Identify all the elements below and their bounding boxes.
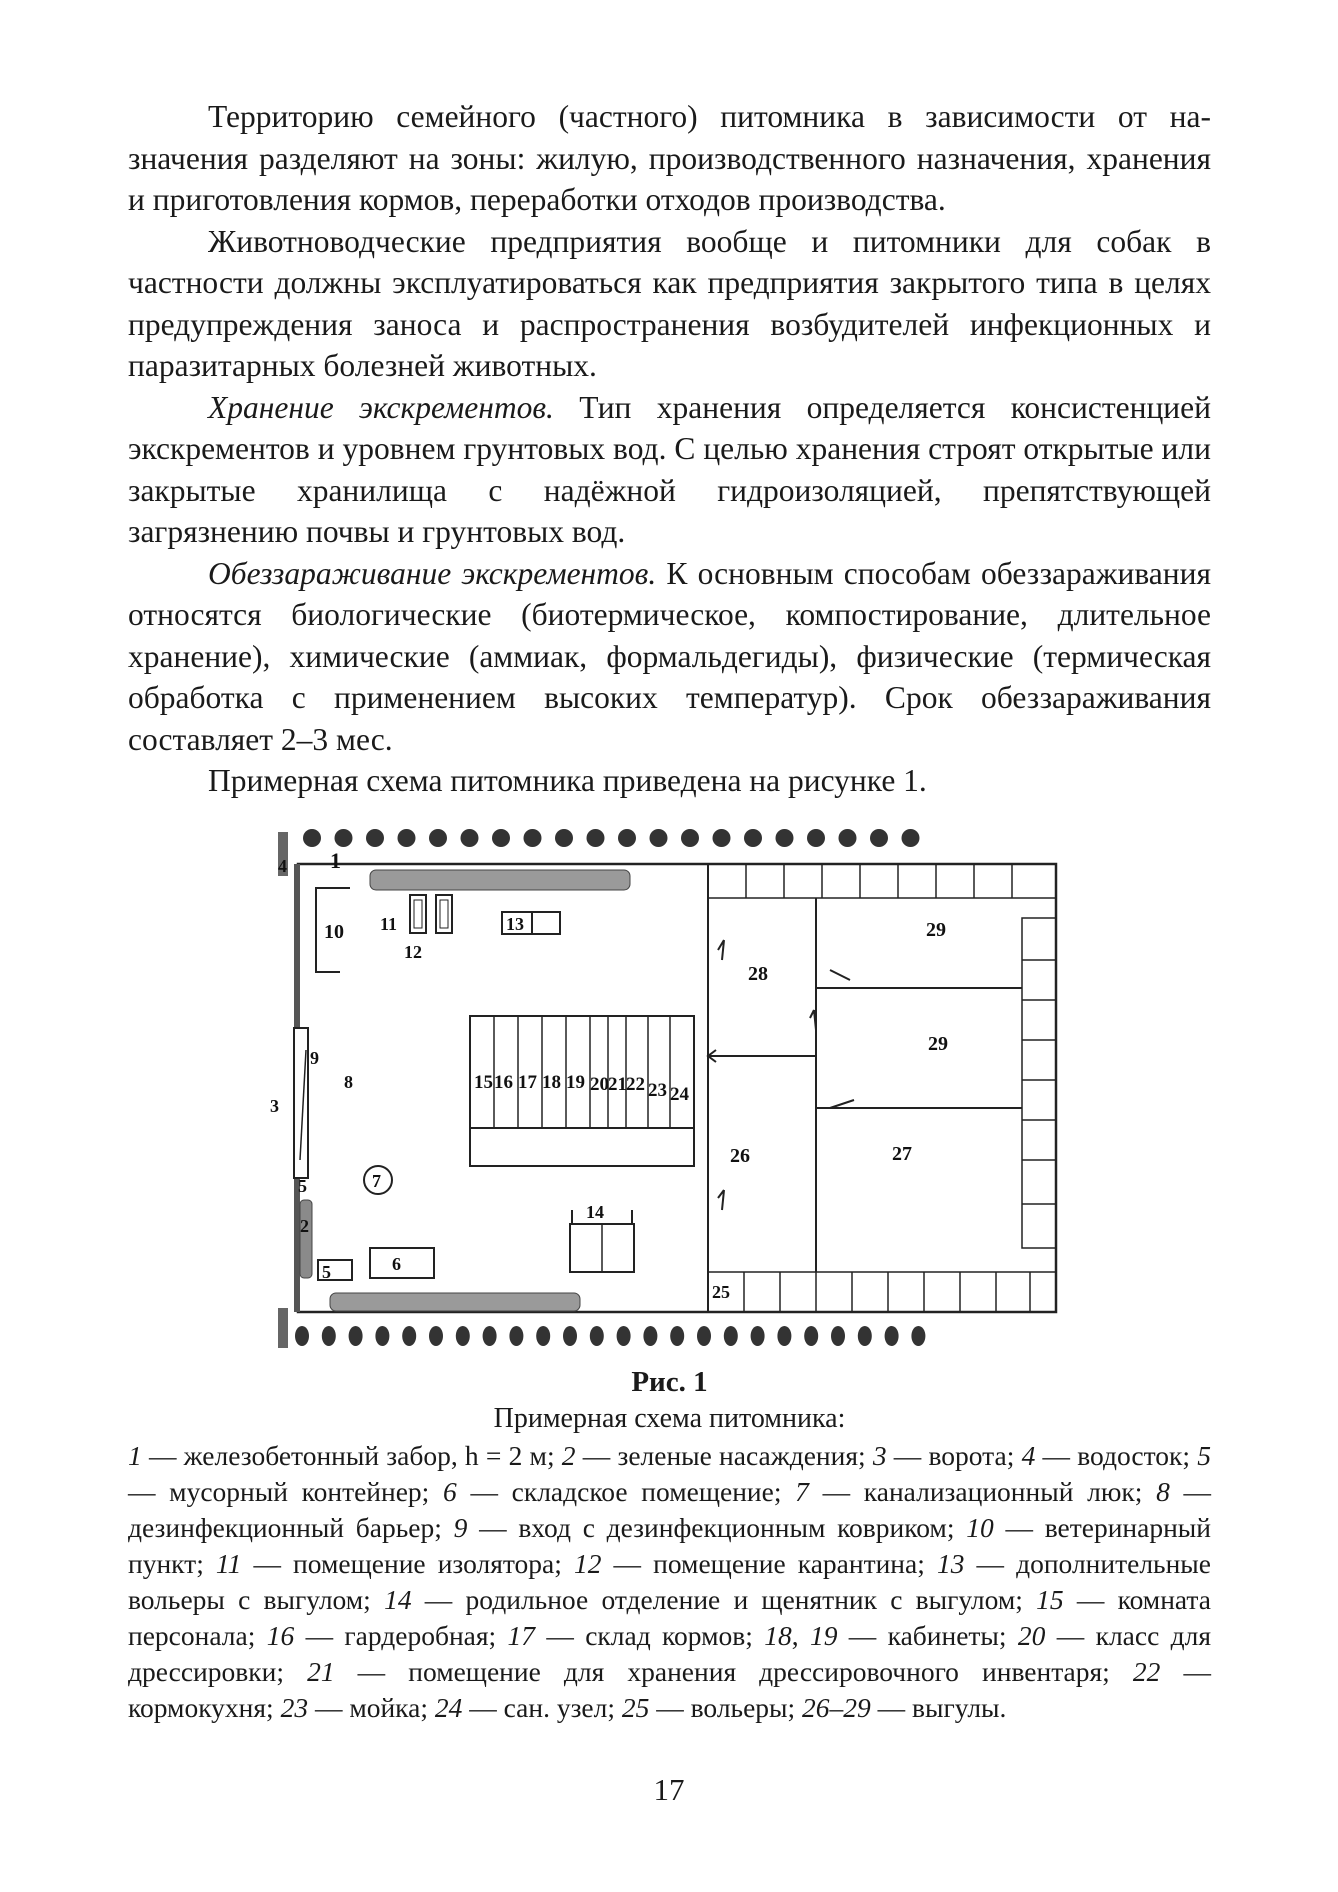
figure-subtitle: Примерная схема питомника: <box>493 1403 846 1434</box>
label-15: 15 <box>474 1072 493 1093</box>
legend-number: 7 <box>795 1476 809 1507</box>
label-5-left: 5 <box>298 1176 307 1196</box>
tree-icon <box>366 829 384 847</box>
green-plantings-left <box>300 1200 312 1278</box>
legend-text: — ворота; <box>886 1440 1022 1471</box>
paragraph-1: Территорию семейного (частного) питомника в зависимости от назначения разделяют на зоны: жилую, производственного назначения, хранения и приготовления кормов, переработки отходов производства. <box>128 99 1211 217</box>
legend-text: — выгулы. <box>870 1692 1007 1723</box>
tree-icon <box>536 1326 550 1346</box>
tree-icon <box>643 1326 657 1346</box>
tree-icon <box>429 829 447 847</box>
label-21: 21 <box>608 1074 627 1095</box>
storage-room <box>370 1248 434 1278</box>
legend-number: 20 <box>1017 1620 1046 1651</box>
label-4: 4 <box>278 856 287 876</box>
legend-number: 8 <box>1156 1476 1170 1507</box>
tree-icon <box>295 1326 309 1346</box>
tree-icon <box>724 1326 738 1346</box>
legend-text: — мусорный контейнер; <box>128 1476 444 1507</box>
tree-icon <box>509 1326 523 1346</box>
isolator-room <box>410 895 426 933</box>
label-7: 7 <box>372 1171 381 1191</box>
tree-icon <box>870 829 888 847</box>
legend-text: — вход с дезинфекционным ковриком; <box>467 1512 967 1543</box>
legend-number: 10 <box>966 1512 994 1543</box>
legend-text: — склад кормов; <box>535 1620 765 1651</box>
legend-number: 1 <box>128 1440 142 1471</box>
tree-icon <box>375 1326 389 1346</box>
legend-number: 13 <box>936 1548 965 1579</box>
isolator-room-inner <box>414 900 422 928</box>
green-plantings-bottom <box>330 1293 580 1311</box>
label-14: 14 <box>586 1202 604 1222</box>
figure-legend <box>128 1438 1211 1726</box>
legend-text: — кабинеты; <box>837 1620 1018 1651</box>
legend-number: 3 <box>872 1440 887 1471</box>
legend-number: 22 <box>1132 1656 1161 1687</box>
enclosures-top-row <box>708 864 1056 898</box>
legend-number: 25 <box>621 1692 650 1723</box>
legend-text: — сан. узел; <box>462 1692 622 1723</box>
legend-text: — железобетонный забор, h = 2 м; <box>141 1440 562 1471</box>
label-9: 9 <box>310 1048 319 1068</box>
downpipe-bottom <box>278 1308 288 1348</box>
tree-icon <box>402 1326 416 1346</box>
legend-text: — помещение изолятора; <box>241 1548 574 1579</box>
quarantine-room-inner <box>440 900 448 928</box>
figure-labels <box>270 848 948 1302</box>
label-12: 12 <box>404 942 422 962</box>
tree-icon <box>744 829 762 847</box>
label-29-top: 29 <box>926 919 946 941</box>
tree-icon <box>831 1326 845 1346</box>
label-6: 6 <box>392 1254 401 1274</box>
enclosure-dividers-bottom <box>744 1272 1030 1312</box>
quarantine-room <box>436 895 452 933</box>
legend-number: 12 <box>573 1548 602 1579</box>
label-13: 13 <box>506 914 524 934</box>
tree-icon <box>461 829 479 847</box>
label-25: 25 <box>712 1282 730 1302</box>
legend-number: 15 <box>1036 1584 1064 1615</box>
tree-icon <box>555 829 573 847</box>
legend-text: — родильное отделение и щенятник с выгулом; <box>411 1584 1037 1615</box>
legend-text: — комната персонала; <box>128 1584 1211 1651</box>
label-3: 3 <box>270 1096 279 1116</box>
legend-number: 5 <box>1197 1440 1211 1471</box>
legend-number: 18 <box>764 1620 792 1651</box>
legend-text: — мойка; <box>308 1692 435 1723</box>
tree-icon <box>713 829 731 847</box>
legend-number: 11 <box>215 1548 242 1579</box>
tree-icon <box>483 1326 497 1346</box>
enclosure-dividers-right <box>1022 960 1056 1204</box>
enclosures-right-column <box>1022 918 1056 1248</box>
tree-icon <box>697 1326 711 1346</box>
label-29-middle: 29 <box>928 1033 948 1055</box>
legend-text: — помещение карантина; <box>601 1548 937 1579</box>
tree-icon <box>751 1326 765 1346</box>
tree-icon <box>807 829 825 847</box>
tree-icon <box>670 1326 684 1346</box>
legend-number: 17 <box>507 1620 536 1651</box>
yard-arrows <box>708 940 854 1210</box>
label-20: 20 <box>590 1074 609 1095</box>
legend-number: 19 <box>809 1620 838 1651</box>
legend-number: 16 <box>266 1620 295 1651</box>
tree-icon <box>524 829 542 847</box>
paragraph-2: Животноводческие предприятия вообще и питомники для собак в частности должны эксплуатироваться как предприятия закрытого типа в целях предупреждения заноса и распространения возбудителей инфекционных и паразитарных болезней животных. <box>128 223 1211 383</box>
tree-row-top <box>303 829 920 847</box>
tree-icon <box>776 829 794 847</box>
legend-text: — вольеры; <box>649 1692 803 1723</box>
tree-icon <box>839 829 857 847</box>
kennel-scheme-figure <box>270 820 1070 1350</box>
legend-number: 14 <box>384 1584 412 1615</box>
tree-icon <box>590 1326 604 1346</box>
tree-icon <box>911 1326 925 1346</box>
tree-icon <box>322 1326 336 1346</box>
tree-icon <box>804 1326 818 1346</box>
tree-icon <box>563 1326 577 1346</box>
legend-text: — ветеринарный пункт; <box>128 1512 1211 1579</box>
tree-icon <box>902 829 920 847</box>
label-24: 24 <box>670 1084 689 1105</box>
tree-icon <box>456 1326 470 1346</box>
tree-icon <box>858 1326 872 1346</box>
label-18: 18 <box>542 1072 561 1093</box>
tree-icon <box>617 1326 631 1346</box>
tree-row-bottom <box>295 1326 925 1346</box>
tree-icon <box>587 829 605 847</box>
label-2: 2 <box>300 1216 309 1236</box>
label-10: 10 <box>324 921 344 943</box>
label-27: 27 <box>892 1143 912 1165</box>
legend-text: — помещение для хранения дрессировочного инвентаря; <box>334 1656 1133 1687</box>
label-8: 8 <box>344 1072 353 1092</box>
paragraph-5: Примерная схема питомника приведена на рисунке 1. <box>208 763 927 798</box>
legend-text: — класс для дрессировки; <box>128 1620 1211 1687</box>
legend-number: 23 <box>280 1692 309 1723</box>
legend-number: 9 <box>453 1512 468 1543</box>
tree-icon <box>650 829 668 847</box>
page-number: 17 <box>653 1772 685 1807</box>
tree-icon <box>335 829 353 847</box>
label-26: 26 <box>730 1145 750 1167</box>
green-plantings-top <box>370 870 630 890</box>
label-5-bottom: 5 <box>322 1262 331 1282</box>
legend-text: — гардеробная; <box>294 1620 508 1651</box>
legend-text: , <box>791 1620 810 1651</box>
label-28: 28 <box>748 963 768 985</box>
label-1: 1 <box>330 848 341 873</box>
tree-icon <box>492 829 510 847</box>
label-11: 11 <box>380 914 398 934</box>
main-building-corridor <box>470 1128 694 1166</box>
tree-icon <box>777 1326 791 1346</box>
legend-text: — кормокухня; <box>128 1656 1212 1723</box>
legend-text: — дополнительные вольеры с выгулом; <box>128 1548 1211 1615</box>
legend-number: 6 <box>443 1476 457 1507</box>
legend-text: — водосток; <box>1035 1440 1198 1471</box>
tree-icon <box>349 1326 363 1346</box>
label-23: 23 <box>648 1080 667 1101</box>
paragraph-3: Хранение экскрементов. Тип хранения определяется консистенцией экскрементов и уровнем грунтовых вод. С целью хранения строят открытые или закрытые хранилища с надёжной гидроизоляцией, препятствующей загрязнению почвы и грунтовых вод. <box>128 389 1211 549</box>
legend-text: — дезинфекционный барьер; <box>128 1476 1212 1543</box>
legend-number: 21 <box>307 1656 335 1687</box>
label-19: 19 <box>566 1072 585 1093</box>
label-17: 17 <box>518 1072 537 1093</box>
legend-text: — зеленые насаждения; <box>575 1440 873 1471</box>
enclosures-bottom-row <box>708 1272 1056 1312</box>
body-text <box>128 96 1211 802</box>
legend-text: — канализационный люк; <box>808 1476 1157 1507</box>
enclosure-dividers-top <box>746 864 1012 898</box>
legend-number: 24 <box>434 1692 463 1723</box>
tree-icon <box>618 829 636 847</box>
legend-number: 4 <box>1021 1440 1036 1471</box>
figure-title: Рис. 1 <box>631 1366 708 1398</box>
tree-icon <box>885 1326 899 1346</box>
legend-number: 2 <box>561 1440 576 1471</box>
label-16: 16 <box>494 1072 513 1093</box>
legend-number: 26–29 <box>802 1692 871 1723</box>
tree-icon <box>429 1326 443 1346</box>
label-22: 22 <box>626 1074 645 1095</box>
tree-icon <box>303 829 321 847</box>
tree-icon <box>681 829 699 847</box>
paragraph-4: Обеззараживание экскрементов. К основным способам обеззараживания относятся биологические (биотермическое, компостирование, длительное хранение), химические (аммиак, формальдегиды), физические (термическая обработка с применением высоких температур). Срок обеззараживания составляет 2–3 мес. <box>128 555 1211 757</box>
tree-icon <box>398 829 416 847</box>
legend-text: — складское помещение; <box>456 1476 796 1507</box>
